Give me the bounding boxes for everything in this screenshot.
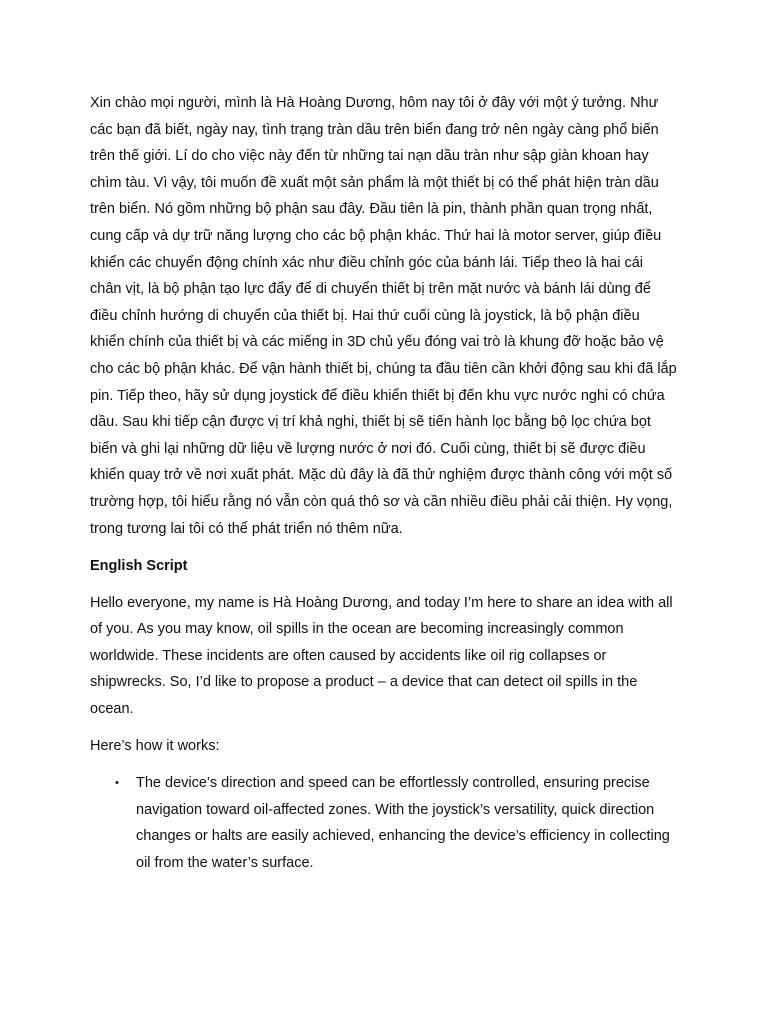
how-it-works-paragraph: Here’s how it works: <box>90 738 220 755</box>
list-item <box>115 770 678 876</box>
feature-bullet-list <box>90 770 678 876</box>
document-page <box>90 90 678 877</box>
english-intro-paragraph: Hello everyone, my name is Hà Hoàng Dương, and today I’m here to share an idea with all of you. As you may know, oil spills in the ocean are becoming increasingly common worldwide. These incidents are often caused by accidents like oil rig collapses or shipwrecks. So, I’d like to propose a product – a device that can detect oil spills in the ocean. <box>90 594 673 718</box>
bullet-icon: • <box>115 777 119 790</box>
english-script-heading: English Script <box>90 557 188 574</box>
vietnamese-paragraph: Xin chào mọi người, mình là Hà Hoàng Dương, hôm nay tôi ở đây với một ý tưởng. Như các bạn đã biết, ngày nay, tình trạng tràn dầu trên biển đang trở nên ngày càng phổ biến trên thế giới. Lí do cho việc này đến từ những tai nạn dầu tràn như sập giàn khoan hay chìm tàu. Vì vậy, tôi muốn đề xuất một sản phẩm là một thiết bị có thể phát hiện tràn dầu trên biển. Nó gồm những bộ phận sau đây. Đầu tiên là pin, thành phần quan trọng nhất, cung cấp và dự trữ năng lượng cho các bộ phận khác. Thứ hai là motor server, giúp điều khiển các chuyển động chính xác như điều chỉnh góc của bánh lái. Tiếp theo là hai cái chân vịt, là bộ phận tạo lực đẩy để di chuyển thiết bị trên mặt nước và bánh lái dùng để điều chỉnh hướng di chuyển của thiết bị. Hai thứ cuối cùng là joystick, là bộ phận điều khiển chính của thiết bị và các miếng in 3D chủ yếu đóng vai trò là khung đỡ hoặc bảo vệ cho các bộ phận khác. Để vận hành thiết bị, chúng ta đầu tiên cần khởi động sau khi đã lắp pin. Tiếp theo, hãy sử dụng joystick để điều khiển thiết bị đến khu vực nước nghi có chứa dầu. Sau khi tiếp cận được vị trí khả nghi, thiết bị sẽ tiến hành lọc bằng bộ lọc chứa bọt biển và ghi lại những dữ liệu về lượng nước ở nơi đó. Cuối cùng, thiết bị sẽ được điều khiển quay trở về nơi xuất phát. Mặc dù đây là đã thử nghiệm được thành công với một số trường hợp, tôi hiểu rằng nó vẫn còn quá thô sơ và cần nhiều điều phải cải thiện. Hy vọng, trong tương lai tôi có thể phát triển nó thêm nữa. <box>90 95 677 537</box>
bullet-text: The device’s direction and speed can be effortlessly controlled, ensuring precise navigation toward oil-affected zones. With the joystick’s versatility, quick direction changes or halts are easily achieved, enhancing the device’s efficiency in collecting oil from the water’s surface. <box>136 775 670 872</box>
